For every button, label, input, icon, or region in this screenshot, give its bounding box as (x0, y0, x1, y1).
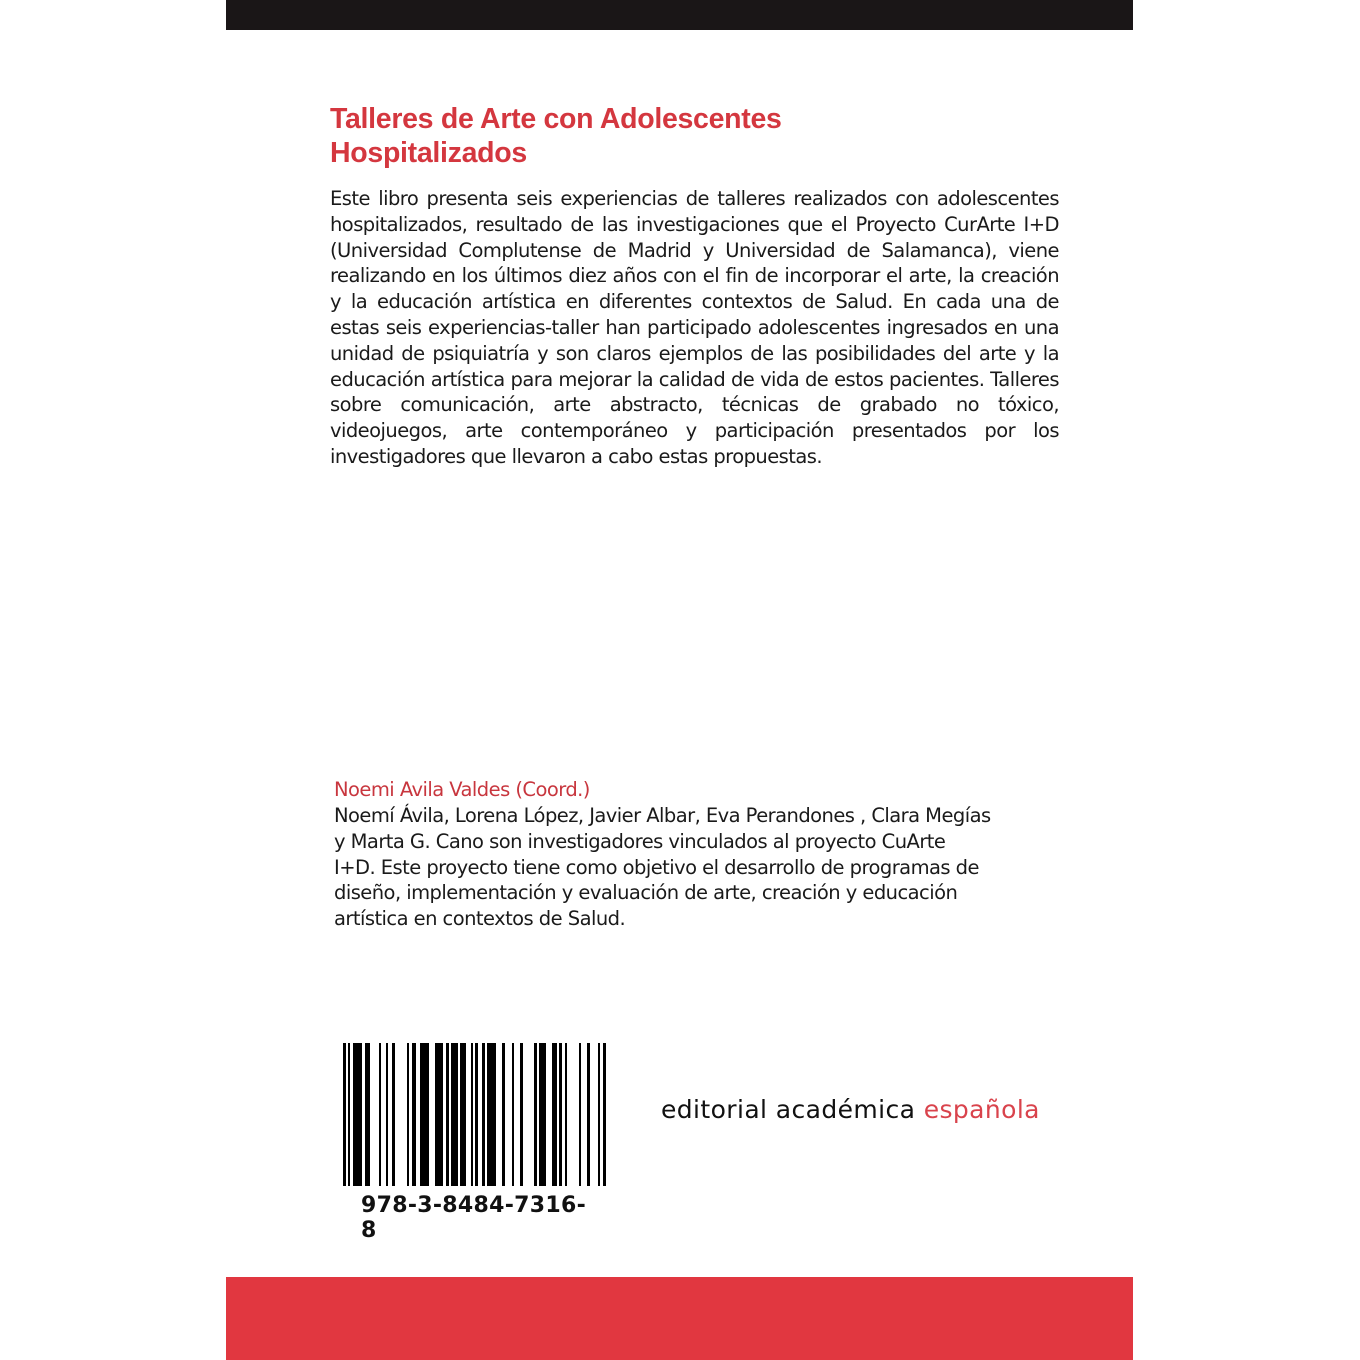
publisher-name-accent: española (923, 1095, 1040, 1124)
bio-line: Noemí Ávila, Lorena López, Javier Albar, Eva Perandones , Clara Megías (334, 804, 991, 827)
publisher-name: editorial académica (661, 1095, 916, 1124)
book-title (330, 102, 1050, 170)
author-name: Noemi Avila Valdes (Coord.) (334, 778, 590, 801)
title-line-2: Hospitalizados (330, 137, 527, 169)
top-color-band (226, 0, 1133, 30)
barcode-icon (343, 1043, 608, 1186)
title-line-1: Talleres de Arte con Adolescentes (330, 103, 782, 135)
book-description: Este libro presenta seis experiencias de talleres realizados con adolescentes hospitalizados, resultado de las investigaciones que el Proyecto CurArte I+D (Universidad Complutense de Madrid y Universidad de Salamanca), viene realizando en los últimos diez años con el fin de incorporar el arte, la creación y la educación artística en diferentes contextos de Salud. En cada una de estas seis experiencias-taller han participado adolescentes ingresados en una unidad de psiquiatría y son claros ejemplos de las posibilidades del arte y la educación artística para mejorar la calidad de vida de estos pacientes. Talleres sobre comunicación, arte abstracto, técnicas de grabado no tóxico, videojuegos, arte contemporáneo y participación presentados por los investigadores que llevaron a cabo estas propuestas. (330, 187, 1059, 468)
author-bio (334, 803, 1056, 932)
isbn-number: 978-3-8484-7316-8 (361, 1193, 587, 1243)
bottom-color-band (226, 1277, 1133, 1360)
bio-line: artística en contextos de Salud. (334, 907, 626, 931)
publisher-logo (661, 1095, 1061, 1124)
bio-line: y Marta G. Cano son investigadores vinculados al proyecto CuArte (334, 829, 946, 853)
book-back-cover (226, 0, 1133, 1360)
bio-line: diseño, implementación y evaluación de arte, creación y educación (334, 881, 958, 905)
bio-line: I+D. Este proyecto tiene como objetivo el desarrollo de programas de (334, 855, 979, 879)
